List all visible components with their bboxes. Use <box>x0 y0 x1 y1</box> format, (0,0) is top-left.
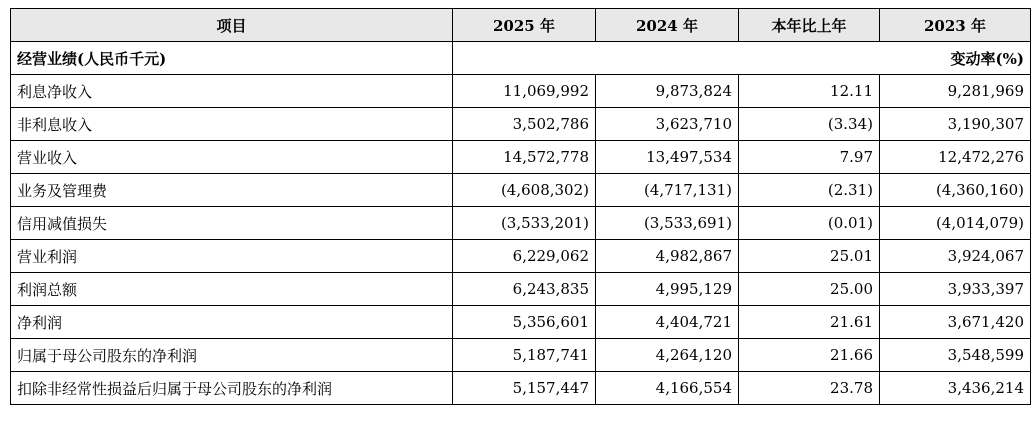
row-label: 利润总额 <box>11 273 453 306</box>
cell-2023: 3,671,420 <box>880 306 1031 339</box>
cell-2024: (3,533,691) <box>596 207 739 240</box>
table-row <box>11 75 1031 108</box>
cell-2024: 4,264,120 <box>596 339 739 372</box>
cell-2025: (3,533,201) <box>453 207 596 240</box>
cell-2023: 3,924,067 <box>880 240 1031 273</box>
table-row <box>11 372 1031 405</box>
row-label: 净利润 <box>11 306 453 339</box>
cell-2023: 3,436,214 <box>880 372 1031 405</box>
cell-change: 12.11 <box>739 75 880 108</box>
row-label: 非利息收入 <box>11 108 453 141</box>
row-label: 业务及管理费 <box>11 174 453 207</box>
section-row <box>11 42 1031 75</box>
header-2024: 2024 年 <box>596 9 739 42</box>
cell-2023: 3,548,599 <box>880 339 1031 372</box>
cell-2025: 3,502,786 <box>453 108 596 141</box>
cell-change: 25.00 <box>739 273 880 306</box>
financial-table <box>10 8 1031 405</box>
table-row <box>11 273 1031 306</box>
table-row <box>11 207 1031 240</box>
table-row <box>11 306 1031 339</box>
cell-2024: 13,497,534 <box>596 141 739 174</box>
cell-2023: (4,360,160) <box>880 174 1031 207</box>
cell-2025: 14,572,778 <box>453 141 596 174</box>
cell-2025: 5,157,447 <box>453 372 596 405</box>
cell-change: (0.01) <box>739 207 880 240</box>
cell-change: (2.31) <box>739 174 880 207</box>
section-change-note: 变动率(%) <box>453 42 1031 75</box>
cell-change: 25.01 <box>739 240 880 273</box>
cell-2024: 4,995,129 <box>596 273 739 306</box>
header-2023: 2023 年 <box>880 9 1031 42</box>
row-label: 营业利润 <box>11 240 453 273</box>
row-label: 扣除非经常性损益后归属于母公司股东的净利润 <box>11 372 453 405</box>
table-row <box>11 174 1031 207</box>
cell-2023: 12,472,276 <box>880 141 1031 174</box>
cell-change: (3.34) <box>739 108 880 141</box>
cell-2024: (4,717,131) <box>596 174 739 207</box>
cell-change: 21.61 <box>739 306 880 339</box>
row-label: 信用减值损失 <box>11 207 453 240</box>
cell-change: 21.66 <box>739 339 880 372</box>
header-change: 本年比上年 <box>739 9 880 42</box>
row-label: 营业收入 <box>11 141 453 174</box>
cell-2025: 11,069,992 <box>453 75 596 108</box>
cell-2023: 3,933,397 <box>880 273 1031 306</box>
cell-2024: 3,623,710 <box>596 108 739 141</box>
cell-2025: 5,187,741 <box>453 339 596 372</box>
section-label: 经营业绩(人民币千元) <box>11 42 453 75</box>
cell-2024: 9,873,824 <box>596 75 739 108</box>
header-item: 项目 <box>11 9 453 42</box>
cell-change: 7.97 <box>739 141 880 174</box>
row-label: 归属于母公司股东的净利润 <box>11 339 453 372</box>
table-row <box>11 339 1031 372</box>
cell-2024: 4,982,867 <box>596 240 739 273</box>
row-label: 利息净收入 <box>11 75 453 108</box>
cell-2024: 4,404,721 <box>596 306 739 339</box>
cell-2025: 5,356,601 <box>453 306 596 339</box>
table-row <box>11 108 1031 141</box>
header-2025: 2025 年 <box>453 9 596 42</box>
cell-2023: 9,281,969 <box>880 75 1031 108</box>
cell-2025: 6,243,835 <box>453 273 596 306</box>
cell-2024: 4,166,554 <box>596 372 739 405</box>
cell-change: 23.78 <box>739 372 880 405</box>
cell-2025: 6,229,062 <box>453 240 596 273</box>
cell-2025: (4,608,302) <box>453 174 596 207</box>
cell-2023: (4,014,079) <box>880 207 1031 240</box>
table-row <box>11 240 1031 273</box>
table-header-row <box>11 9 1031 42</box>
table-row <box>11 141 1031 174</box>
cell-2023: 3,190,307 <box>880 108 1031 141</box>
